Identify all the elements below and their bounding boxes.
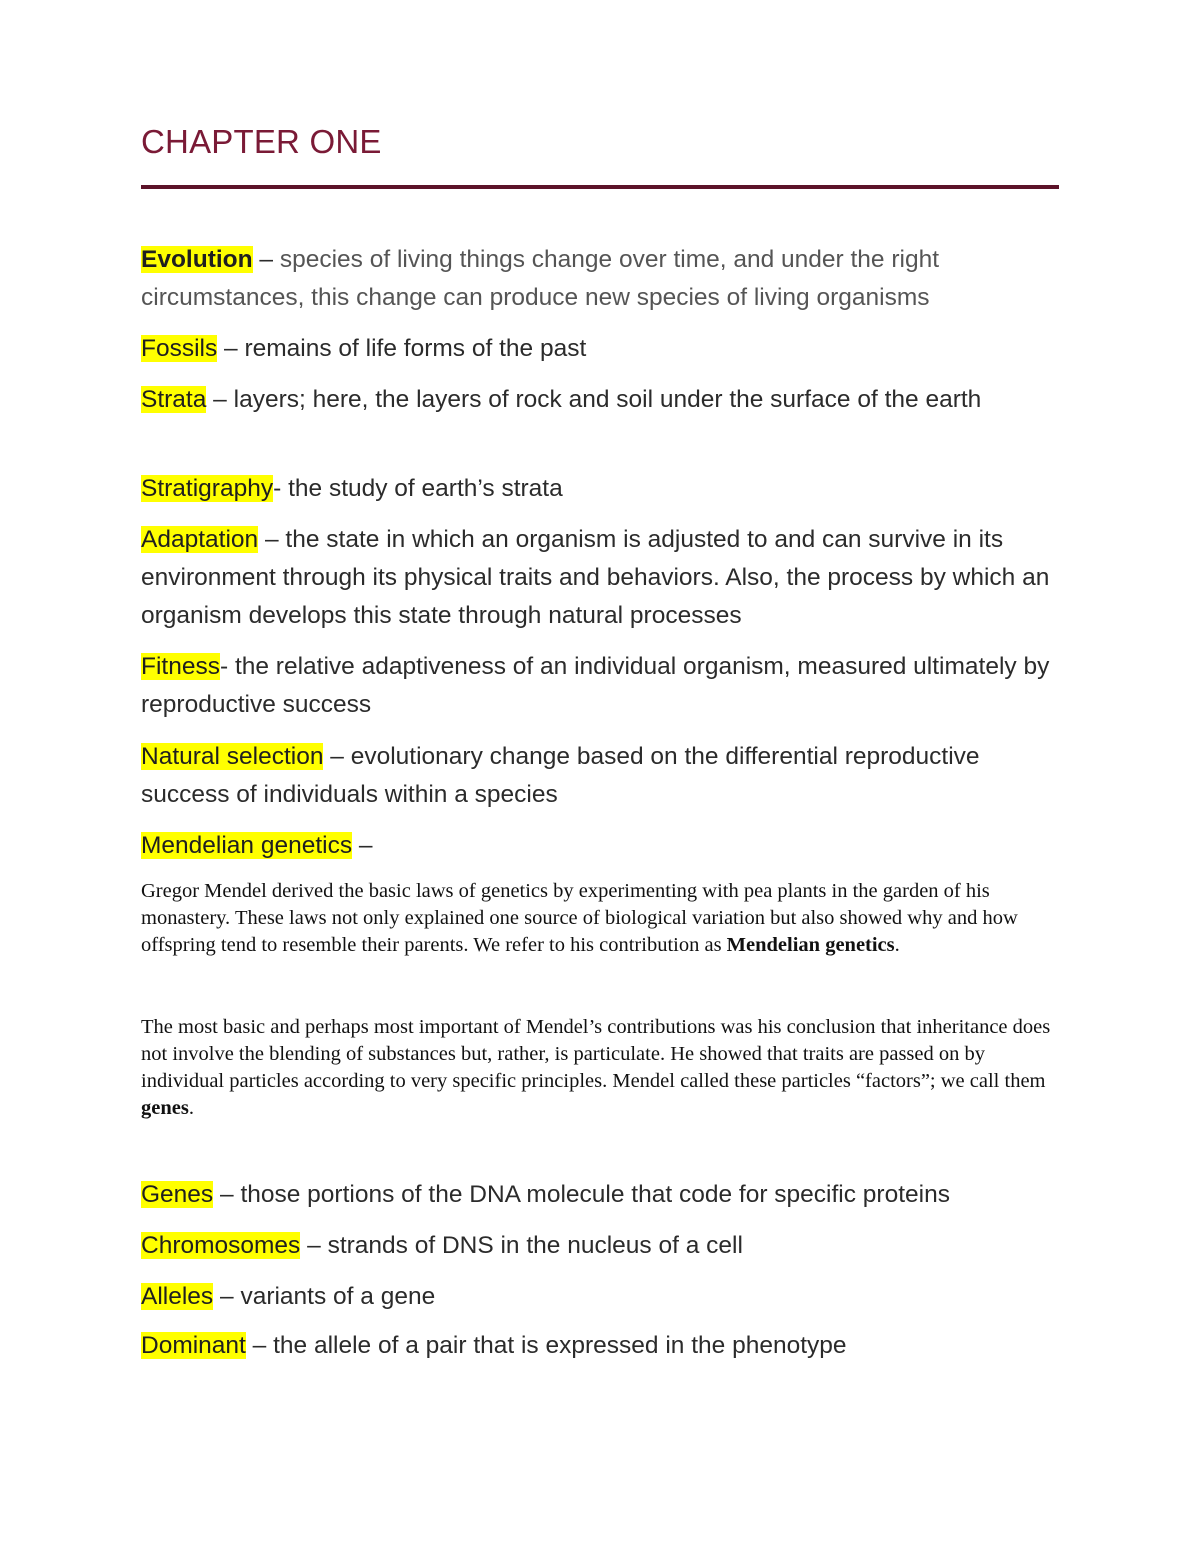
term-definition: remains of life forms of the past [244,335,587,362]
term-label: Chromosomes [141,1232,301,1259]
paragraph-text: Gregor Mendel derived the basic laws of genetics by experimenting with pea plants in the garden of his monastery. These laws not only explained one source of biological variation but also showed why and how offspring tend to resemble their parents. We refer to his contribution as [141,880,1018,956]
glossary-entry-strata [141,381,1061,419]
term-separator: - [219,653,235,680]
glossary-entry-alleles [141,1278,1061,1316]
bold-term: genes [141,1097,189,1119]
glossary-entry-chromosomes [141,1227,1061,1265]
term-separator: – [245,1332,274,1359]
term-definition: layers; here, the layers of rock and soil under the surface of the earth [233,386,982,413]
glossary-entry-fitness [141,648,1061,724]
term-definition: strands of DNS in the nucleus of a cell [327,1232,743,1259]
term-separator: – [206,386,234,413]
term-label: Stratigraphy [141,475,274,502]
paragraph-text-end: . [894,934,900,956]
term-definition: the relative adaptiveness of an individual organism, measured ultimately by reproductive success [141,653,1050,718]
term-definition: species of living things change over time, and under the right circumstances, this change can produce new species of living organisms [141,246,940,311]
term-definition: the allele of a pair that is expressed in the phenotype [273,1332,847,1359]
glossary-entry-fossils [141,330,1061,368]
term-separator: - [273,475,289,502]
glossary-entry-natural-selection [141,738,1061,814]
term-label: Adaptation [141,526,259,553]
glossary-entry-adaptation [141,521,1061,635]
term-separator: – [258,526,286,553]
glossary-entry-stratigraphy [141,470,1061,508]
term-separator: – [300,1232,328,1259]
term-label: Fossils [141,335,218,362]
glossary-entry-genes [141,1176,1061,1214]
term-label: Mendelian genetics [141,832,353,859]
paragraph-text: The most basic and perhaps most important of Mendel’s contributions was his conclusion that inheritance does not involve the blending of substances but, rather, is particulate. He showed that traits are passed on by individual particles according to very specific principles. Mendel called these particles “factors”; we call them [141,1016,1051,1092]
term-separator: – [213,1283,241,1310]
term-definition: variants of a gene [240,1283,436,1310]
term-label: Genes [141,1181,214,1208]
term-label: Evolution [141,246,253,273]
bold-term: Mendelian genetics [726,934,895,956]
mendel-paragraph-2 [141,1014,1066,1122]
term-label: Fitness [141,653,220,680]
term-separator: – [352,832,373,859]
term-label: Dominant [141,1332,246,1359]
term-definition: the state in which an organism is adjusted to and can survive in its environment through its physical traits and behaviors. Also, the process by which an organism develops this state through natural processes [141,526,1050,629]
term-definition: those portions of the DNA molecule that code for specific proteins [240,1181,950,1208]
chapter-title: CHAPTER ONE [141,123,382,160]
glossary-entry-dominant [141,1327,1061,1365]
term-separator: – [323,743,351,770]
glossary-entry-mendelian-genetics [141,827,1061,865]
term-separator: – [252,246,280,273]
glossary-entry-evolution [141,241,1061,317]
term-label: Natural selection [141,743,324,770]
title-divider [141,185,1059,189]
term-separator: – [213,1181,241,1208]
paragraph-text-end: . [188,1097,194,1119]
mendel-paragraph-1 [141,878,1066,959]
term-definition: evolutionary change based on the differential reproductive success of individuals within a species [141,743,980,808]
term-definition: the study of earth’s strata [288,475,563,502]
term-separator: – [217,335,245,362]
term-label: Strata [141,386,207,413]
term-label: Alleles [141,1283,214,1310]
